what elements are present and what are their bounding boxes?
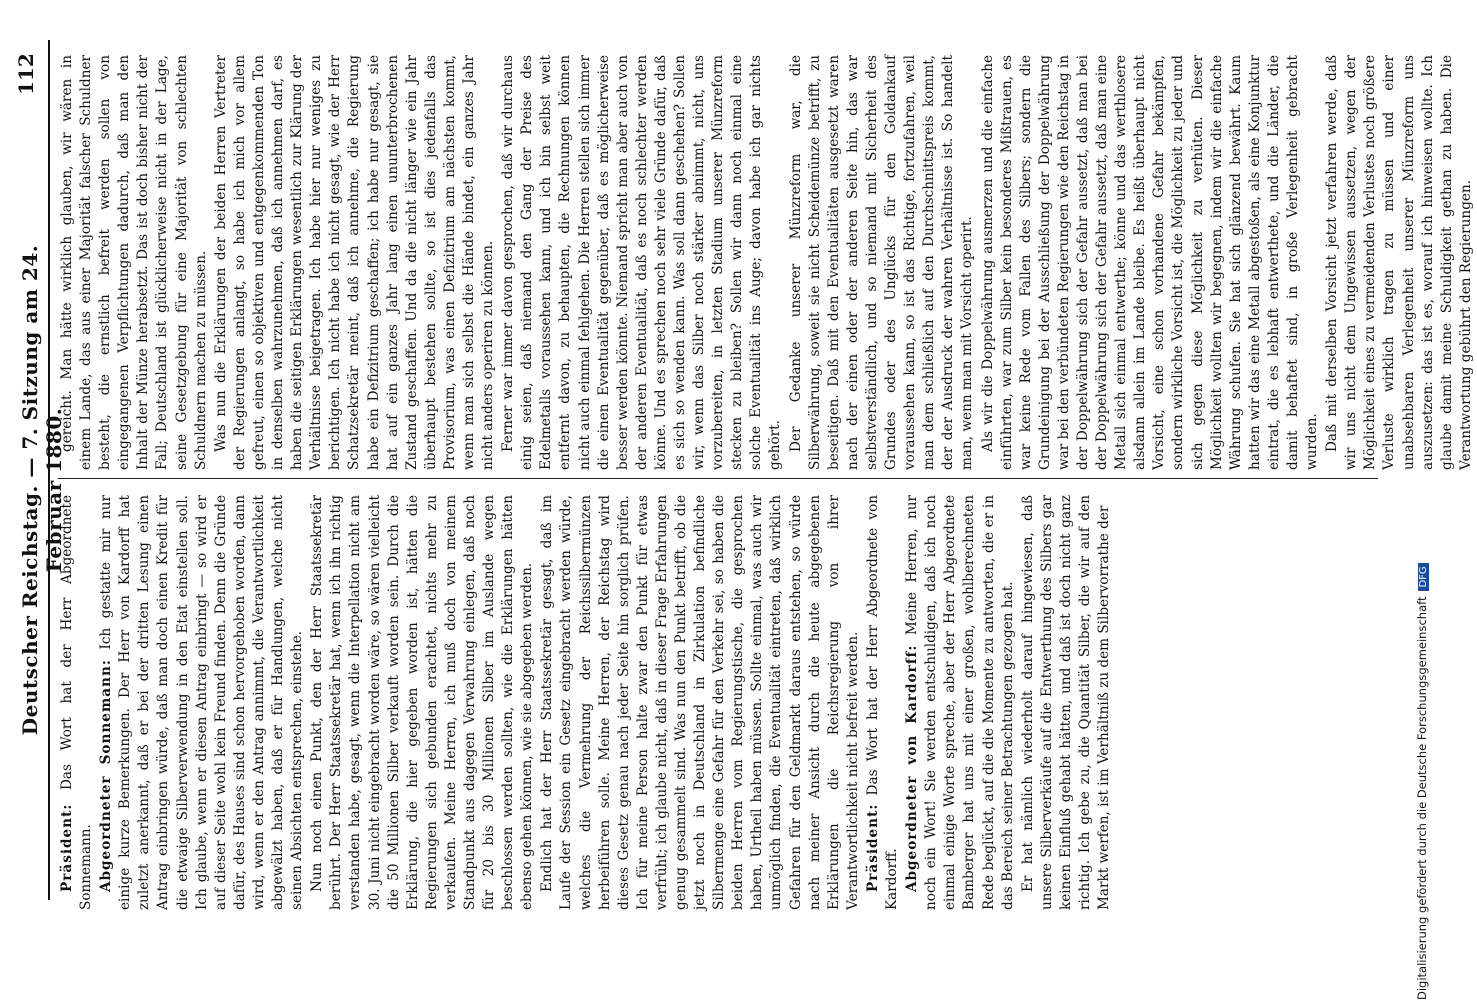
credit-text: Digitalisierung gefördert durch die Deutsche Forschungsgemeinschaft (1415, 596, 1429, 1000)
paragraph (903, 495, 1018, 910)
column-divider (58, 478, 1378, 479)
paragraph: Ferner war immer davon gesprochen, daß wir durchaus einig seien, daß niemand den Gang der Preise des Edelmetalls voraussehen kann, und ich bin selbst weit entfernt davon, zu behaupten, die Rechnungen können nicht auch einmal fehlgehen. Die Herren stellen sich immer die einen Eventualität gegenüber, daß es möglicherweise besser werden könnte. Niemand spricht man aber auch von der anderen Eventualität, daß es noch schlechter werden könne. Und es sprechen noch sehr viele Gründe dafür, daß es sich so wenden kann. Was soll dann geschehen? Sollen wir, wenn das Silber noch stärker abnimmt, nicht, uns vorzubereiten, in letzten Stadium unserer Münzreform stecken zu bleiben? Sollen wir dann noch einmal eine solche Eventualität ins Auge; davon habe ich gar nichts gehört. (500, 55, 784, 470)
paragraph (538, 495, 863, 910)
speech-text: Das Wort hat der Herr Abgeordnete von Kardorff. (864, 494, 901, 910)
speech-text: Meine Herren, nur noch ein Wort! Sie werden entschuldigen, daß ich noch einmal einige Worte spreche, aber der Herr Abgeordnete Bamberger hat uns mit einer großen, wohlberechneten Rede beglückt, auf die die Momente zu antworten, die er in das Bereich seiner Betrachtungen gezogen hat. (904, 495, 1016, 910)
running-head: Deutscher Reichstag. — 7. Sitzung am 24. Februar 1880. (18, 244, 66, 736)
header-rule (48, 40, 50, 900)
text-column-left (58, 55, 1477, 470)
speaker-name: Präsident: (864, 803, 881, 892)
paragraph (97, 495, 307, 910)
speaker-name: Präsident: (59, 803, 75, 892)
paragraph: Als wir die Doppelwährung ausmerzen und die einfache einführten, war zum Silber kein besonderes Mißtrauen, es war keine Rede vom Fallen des Silbers; sondern die Grundeinigung bei der Ausschließung der Doppelwährung war bei den verbündeten Regierungen wie den Reichstag in der Doppelwährung sich der Gefahr aussetzt, daß man bei der Doppelwährung sich der Gefahr aussetzt, daß man eine Metall sich einmal entwerthe; könne und das werthlosere alsdann allein im Lande bleibe. Es heißt überhaupt nicht Vorsicht, eine schon vorhandene Gefahr bekämpfen, sondern wirkliche Vorsicht ist, die Möglichkeit zu jeder und sich gegen diese Möglichkeit zu verhüten. Dieser Möglichkeit wollten wir begegnen, indem wir die einfache Währung schufen. Sie hat sich glänzend bewährt. Kaum hatten wir das eine Metall abgestoßen, als eine Konjunktur eintrat, die es lebhaft entwerthete, und die Länder, die damit behaftet sind, in große Verlegenheit gebracht wurden. (979, 55, 1321, 470)
paragraph: gereicht. Man hätte wirklich glauben, wir wären in einem Lande, das aus einer Majorität falscher Schuldner besteht, die ernstlich befreit werden sollen von eingegangenen Verpflichtungen dadurch, daß man den Inhalt der Münze herabsetzt. Das ist doch bisher nicht der Fall; Deutschland ist glücklicherweise nicht in der Lage, seine Gesetzgebung für eine Majorität von schlechten Schuldnern machen zu müssen. (59, 55, 209, 470)
digitization-credit (1415, 0, 1429, 1000)
paragraph (1019, 495, 1114, 910)
speech-text: Er hat nämlich wiederholt darauf hingewiesen, daß unsere Silberverkäufe auf die Entwerthung des Silbers gar keinen Einfluß gehabt hätten, und daß ist doch nicht ganz richtig. Ich gebe zu, die Quantität Silber, die wir auf den Markt werfen, ist im Verhältniß zu dem Silbervorrathe der (1019, 495, 1113, 910)
paragraph (864, 495, 902, 910)
speaker-name: Abgeordneter von Kardorff: (904, 644, 921, 892)
paragraph: Daß mit derselben Vorsicht jetzt verfahren werde, daß wir uns nicht dem Ungewissen aussetzen, wegen der Möglichkeit eines zu vermeidenden Verlustes noch größere Verluste wirklich tragen zu müssen und einer unabsehbaren Verlegenheit unserer Münzreform uns auszusetzen: das ist es, worauf ich hinweisen wollte. Ich glaube damit meine Schuldigkeit gethan zu haben. Die Verantwortung gebührt den Regierungen. (1324, 55, 1474, 470)
paragraph: Der Gedanke unserer Münzreform war, die Silberwährung, soweit sie nicht Scheidemünze betrifft, zu beseitigen. Daß mit den Eventualitäten ausgesetzt waren nach der einen oder der anderen Seite hin, das war selbstverständlich, und so niemand mit Sicherheit des Grundes oder des Unglücks für den Goldankauf voraussehen kann, so ist das Richtige, fortzufahren, weil man dem schließlich auf den Durchschnittspreis kommt, der der Ausdruck der wahren Verhältnisse ist. So handelt man, wenn man mit Vorsicht operirt. (787, 55, 976, 470)
page-number: 112 (14, 53, 38, 95)
paragraph: Was nun die Erklärungen der beiden Herren Vertreter der Regierungen anlangt, so habe ich mich vor allem gefreut, einen so objektiven und entgegenkommenden Ton in denselben wahrzunehmen, daß ich annehmen darf, es haben die seitigen Erklärungen wesentlich zur Klärung der Verhältnisse beigetragen. Ich habe hier nur weniges zu berichtigen. Ich nicht habe ich nicht gesagt, wie der Herr Schatzsekretär meint, daß ich annehme, die Regierung habe ein Defizitrium geschaffen; ich habe nur gesagt, sie hat auf ein ganzes Jahr lang einen ununterbrochenen Zustand geschaffen. Und da die nicht länger wie ein Jahr überhaupt bestehen sollte, so ist dies jedenfalls das Provisorium, was einen Defizitrium am nächsten kommt, wenn man sich selbst die Hände bindet, ein ganzes Jahr nicht anders operiren zu können. (212, 55, 497, 470)
dfg-logo: DFG (1418, 563, 1429, 590)
speech-text: Das Wort hat der Herr Abgeordnete Sonnemann. (59, 494, 95, 910)
paragraph (58, 495, 96, 910)
text-column-right (58, 495, 1115, 910)
paragraph (308, 495, 537, 910)
speech-text: Nun noch einen Punkt, den der Herr Staatssekretär berührt. Der Herr Staatssekretär hat, wenn ich ihn richtig verstanden habe, gesagt, wenn die Interpellation nicht am 30. Juni nicht eingebracht worden wäre, so wären vielleicht die 50 Millionen Silber verkauft worden sein. Durch die Erklärung, die hier gegeben worden ist, hätten die Regierungen sich gebunden erachtet, nichts mehr zu verkaufen. Meine Herren, ich muß doch von meinem Standpunkt aus dagegen Verwahrung einlegen, daß noch für 20 bis 30 Millionen Silber im Auslande wegen beschlossen werden sollten, wie die Erklärungen hätten ebenso gehen können, wie sie abgegeben werden. (309, 495, 536, 910)
speaker-name: Abgeordneter Sonnemann: (98, 659, 115, 892)
speech-text: Ich gestatte mir nur einige kurze Bemerkungen. Der Herr von Kardorff hat zuletzt anerkannt, daß er bei der dritten Lesung einen Antrag einbringen würde, daß man doch einen Kredit für die etwaige Silberverwendung in den Etat einstellen soll. Ich glaube, wenn er diesen Antrag einbringt — so wird er auf dieser Seite wohl kein Freund finden. Denn die Gründe dafür, des Hauses sind schon hervorgehoben worden, dann wird, wenn er den Antrag annimmt, die Verantwortlichkeit abgewälzt haben, daß er für Handlungen, welche nicht seinen Absichten entsprechen, einstehe. (98, 495, 306, 910)
speech-text: Endlich hat der Herr Staatssekretär gesagt, daß im Laufe der Session ein Gesetz eingebracht werden würde, welches die Vermehrung der Reichssilbermünzen herbeiführen solle. Meine Herren, der Reichstag wird dieses Gesetz genau nach jeder Seite hin sorglich prüfen. Ich für meine Person halte zwar den Punkt für etwas verfrüht; ich glaube nicht, daß in dieser Frage Erfahrungen genug gesammelt sind. Was nun den Punkt betrifft, ob die jetzt noch in Deutschland in Zirkulation befindliche Silbermenge eine Gefahr für den Verkehr sei, so haben die beiden Herren vom Regierungstische, die gesprochen haben, Urtheil haben müssen. Sollte einmal, was auch wir unmöglich finden, die Eventualität eintreten, daß wirklich Gefahren für den Geldmarkt daraus entstehen, so würde nach meiner Ansicht durch die heute abgegebenen Erklärungen die Reichsregierung von ihrer Verantwortlichkeit nicht befreit werden. (539, 495, 861, 910)
